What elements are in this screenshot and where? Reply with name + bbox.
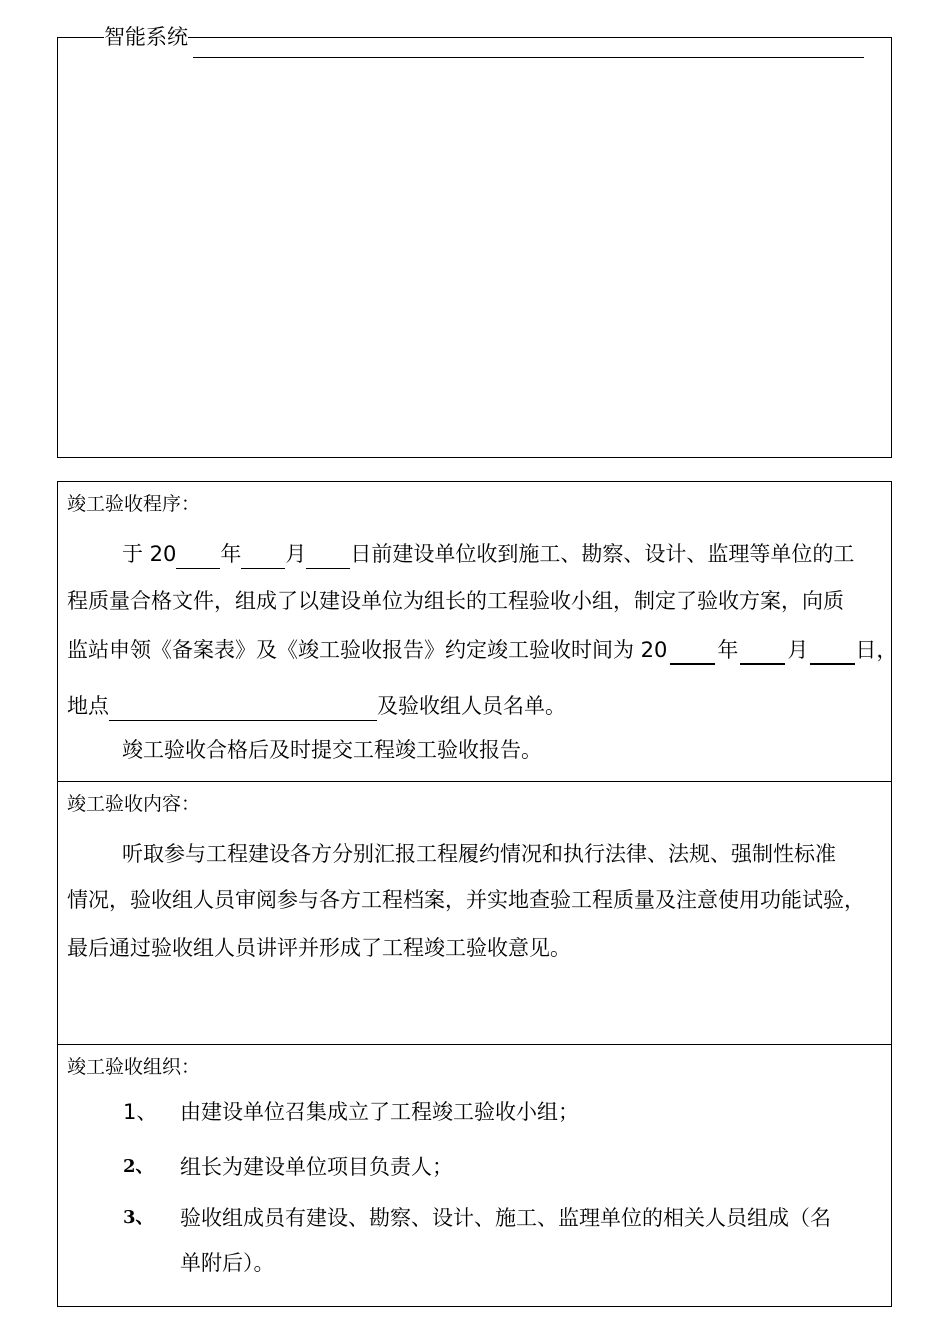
procedure-text: 于 20 bbox=[122, 542, 177, 566]
procedure-line-1 bbox=[122, 539, 854, 569]
list-item: 由建设单位召集成立了工程竣工验收小组； bbox=[180, 1100, 579, 1124]
year-blank[interactable] bbox=[176, 544, 220, 569]
procedure-section bbox=[58, 482, 898, 782]
location-blank[interactable] bbox=[109, 684, 377, 721]
month-blank[interactable] bbox=[740, 639, 785, 665]
content-title: 竣工验收内容： bbox=[67, 793, 201, 815]
procedure-text: 日前建设单位收到施工、勘察、设计、监理等单位的工 bbox=[350, 542, 855, 566]
empty-content-box bbox=[57, 37, 892, 458]
content-line-1: 听取参与工程建设各方分别汇报工程履约情况和执行法律、法规、强制性标准 bbox=[122, 842, 836, 866]
organization-section bbox=[58, 1045, 891, 1306]
month-blank[interactable] bbox=[241, 544, 285, 569]
header-title: 智能系统 bbox=[104, 25, 188, 49]
procedure-text: 年 bbox=[717, 638, 739, 662]
organization-title: 竣工验收组织： bbox=[67, 1056, 201, 1078]
content-line-2: 情况，验收组人员审阅参与各方工程档案，并实地查验工程质量及注意使用功能试验， bbox=[67, 888, 865, 912]
content-section bbox=[58, 782, 891, 1045]
procedure-text: 月 bbox=[787, 638, 809, 662]
list-item-number: 3、 bbox=[123, 1207, 154, 1228]
list-item-continuation: 单附后）。 bbox=[180, 1251, 275, 1275]
day-blank[interactable] bbox=[306, 544, 350, 569]
location-label: 地点 bbox=[67, 694, 109, 718]
list-item-number: 2、 bbox=[123, 1156, 154, 1177]
list-item: 验收组成员有建设、勘察、设计、施工、监理单位的相关人员组成（名 bbox=[180, 1206, 831, 1230]
list-item: 组长为建设单位项目负责人； bbox=[180, 1155, 453, 1179]
header-rule bbox=[193, 57, 864, 58]
procedure-line-5: 竣工验收合格后及时提交工程竣工验收报告。 bbox=[122, 738, 542, 762]
procedure-text: 监站申领《备案表》及《竣工验收报告》约定竣工验收时间为 20 bbox=[67, 638, 668, 662]
list-item-number: 1、 bbox=[123, 1100, 158, 1124]
acceptance-table bbox=[57, 481, 898, 1307]
content-line-3: 最后通过验收组人员讲评并形成了工程竣工验收意见。 bbox=[67, 936, 571, 960]
procedure-line-3 bbox=[67, 635, 897, 665]
year-blank[interactable] bbox=[670, 639, 715, 665]
procedure-text: 年 bbox=[220, 542, 242, 566]
procedure-text: 及验收组人员名单。 bbox=[377, 694, 566, 718]
procedure-line-2: 程质量合格文件，组成了以建设单位为组长的工程验收小组，制定了验收方案，向质 bbox=[67, 589, 844, 613]
procedure-text: 月 bbox=[285, 542, 307, 566]
procedure-text: 日， bbox=[855, 638, 898, 662]
day-blank[interactable] bbox=[810, 639, 855, 665]
procedure-title: 竣工验收程序： bbox=[67, 493, 201, 515]
procedure-line-4 bbox=[67, 684, 566, 721]
